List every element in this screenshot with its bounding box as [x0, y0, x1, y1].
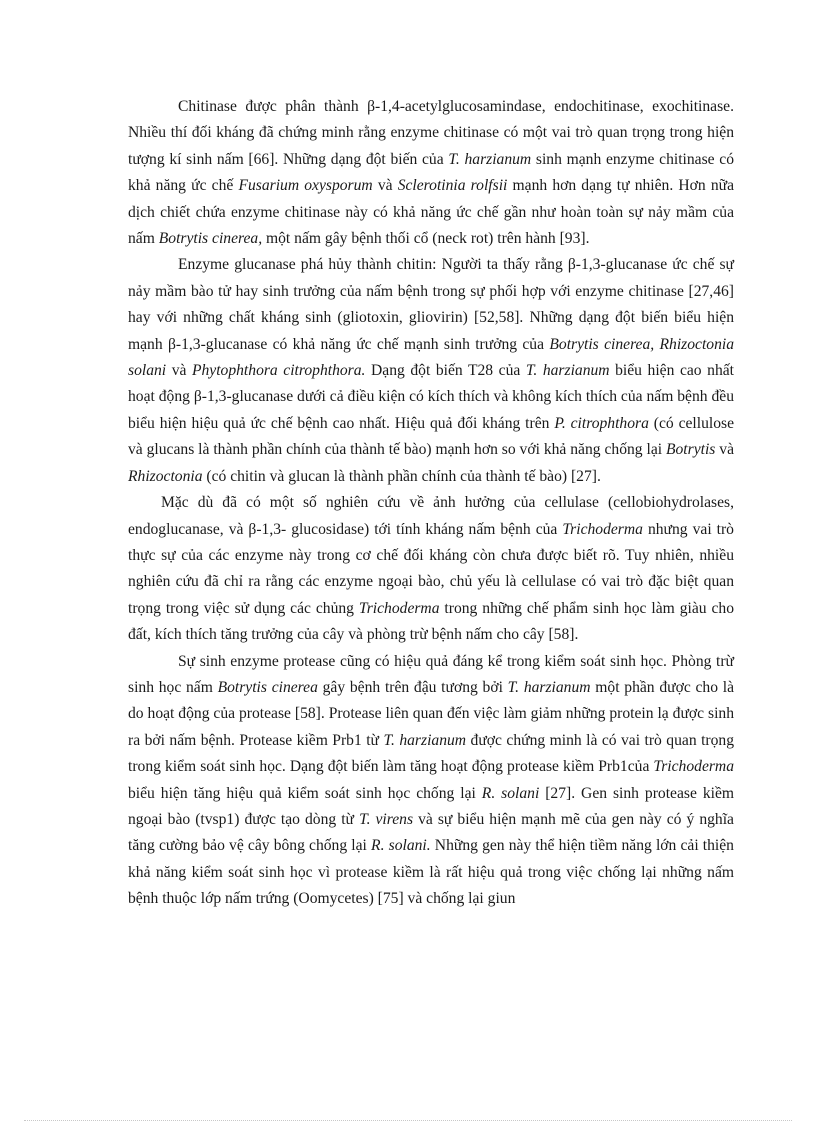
- italic-term: Botrytis cinerea,: [158, 230, 263, 248]
- text-run: Dạng đột biến T28 của: [365, 362, 526, 380]
- italic-term: R. solani: [481, 784, 540, 802]
- text-run: Những gen này thể hiện tiềm năng lớn cải thiện khả năng kiểm soát sinh học vì protease kiềm là rất hiệu quả trong việc chống lại những nấm bệnh thuộc lớp nấm trứng (Oomycetes) [75] và chống lại giun: [128, 837, 734, 908]
- text-run: một nấm gây bệnh thối cổ (neck rot) trên hành [93].: [262, 230, 590, 248]
- italic-term: T. harzianum: [383, 731, 467, 749]
- italic-term: Fusarium oxysporum: [238, 177, 373, 195]
- document-body: [128, 94, 734, 913]
- text-run: một phần được cho là do hoạt động của protease [58]. Protease liên quan đến việc làm giảm những protein lạ được sinh ra bởi nấm bệnh. Protease kiềm Prb1 từ: [128, 678, 735, 749]
- italic-term: Botrytis cinerea, Rhizoctonia solani: [128, 335, 735, 380]
- text-run: trong những chế phẩm sinh học làm giàu cho đất, kích thích tăng trưởng của cây và phòng trừ bệnh nấm cho cây [58].: [128, 599, 734, 644]
- text-run: được chứng minh là có vai trò quan trọng trong kiểm soát sinh học. Dạng đột biến làm tăng hoạt động protease kiềm Prb1của: [128, 731, 734, 776]
- paragraph-chitinase: [128, 94, 734, 252]
- italic-term: Botrytis cinerea: [217, 678, 318, 696]
- paragraph-protease: [128, 649, 734, 913]
- italic-term: Phytophthora citrophthora.: [191, 362, 366, 380]
- text-run: biểu hiện tăng hiệu quả kiểm soát sinh học chống lại: [128, 784, 482, 802]
- text-run: và: [166, 362, 192, 380]
- text-run: mạnh hơn dạng tự nhiên. Hơn nữa dịch chiết chứa enzyme chitinase này có khả năng ức chế gần như hoàn toàn sự nảy mầm của nấm: [128, 177, 735, 248]
- text-run: (có cellulose và glucans là thành phần chính của thành tế bào) mạnh hơn so với khả năng chống lại: [128, 414, 734, 459]
- italic-term: P. citrophthora: [554, 414, 649, 432]
- text-run: Chitinase được phân thành β-1,4-acetylglucosamindase, endochitinase, exochitinase. Nhiều thí đối kháng đã chứng minh rằng enzyme chitinase có một vai trò quan trọng trong hiện tượng kí sinh nấm [66]. Những dạng đột biến của: [128, 98, 734, 168]
- italic-term: Botrytis: [665, 441, 716, 459]
- text-run: sinh mạnh enzyme chitinase có khả năng ức chế: [128, 150, 734, 195]
- text-run: và sự biểu hiện mạnh mẽ của gen này có ý nghĩa tăng cường bảo vệ cây bông chống lại: [128, 810, 734, 855]
- italic-term: Rhizoctonia: [128, 467, 203, 485]
- text-run: Enzyme glucanase phá hủy thành chitin: Người ta thấy rằng β-1,3-glucanase ức chế sự nảy mầm bào tử hay sinh trưởng của nấm bệnh trong sự phối hợp với enzyme chitinase [27,46] hay với những chất kháng sinh (gliotoxin, gliovirin) [52,58]. Những dạng đột biến biểu hiện mạnh β-1,3-glucanase có khả năng ức chế mạnh sinh trưởng của: [128, 256, 734, 353]
- italic-term: Sclerotinia rolfsii: [397, 177, 508, 195]
- italic-term: Trichoderma: [653, 758, 734, 776]
- text-run: nhưng vai trò thực sự của các enzyme này trong cơ chế đối kháng còn chưa được biết rõ. Tuy nhiên, nhiều nghiên cứu đã chỉ ra rằng các enzyme ngoại bào, chủ yếu là cellulase có vai trò đặc biệt quan trọng trong việc sử dụng các chủng: [128, 520, 734, 617]
- text-run: và: [715, 441, 734, 459]
- text-run: biểu hiện cao nhất hoạt động β-1,3-glucanase dưới cả điều kiện có kích thích và không kích thích của nấm bệnh đều biểu hiện hiệu quả ức chế bệnh cao nhất. Hiệu quả đối kháng trên: [128, 362, 734, 432]
- italic-term: R. solani.: [371, 837, 431, 855]
- italic-term: T. virens: [359, 810, 414, 828]
- italic-term: Trichoderma: [562, 520, 643, 538]
- italic-term: T. harzianum: [525, 362, 610, 380]
- italic-term: T. harzianum: [507, 678, 591, 696]
- text-run: (có chitin và glucan là thành phần chính của thành tế bào) [27].: [202, 467, 601, 485]
- italic-term: T. harzianum: [448, 150, 532, 168]
- paragraph-cellulase: [128, 490, 734, 648]
- paragraph-glucanase: [128, 252, 734, 490]
- text-run: Mặc dù đã có một số nghiên cứu về ảnh hưởng của cellulase (cellobiohydrolases, endoglucanase, và β-1,3- glucosidase) tới tính kháng nấm bệnh của: [128, 494, 734, 538]
- text-run: và: [372, 177, 398, 195]
- text-run: gây bệnh trên đậu tương bởi: [317, 678, 508, 696]
- text-run: [27]. Gen sinh protease kiềm ngoại bào (tvsp1) được tạo dòng từ: [128, 784, 734, 828]
- page-bottom-divider: [24, 1120, 792, 1121]
- text-run: Sự sinh enzyme protease cũng có hiệu quả đáng kể trong kiểm soát sinh học. Phòng trừ sinh học nấm: [128, 652, 734, 696]
- italic-term: Trichoderma: [358, 599, 440, 617]
